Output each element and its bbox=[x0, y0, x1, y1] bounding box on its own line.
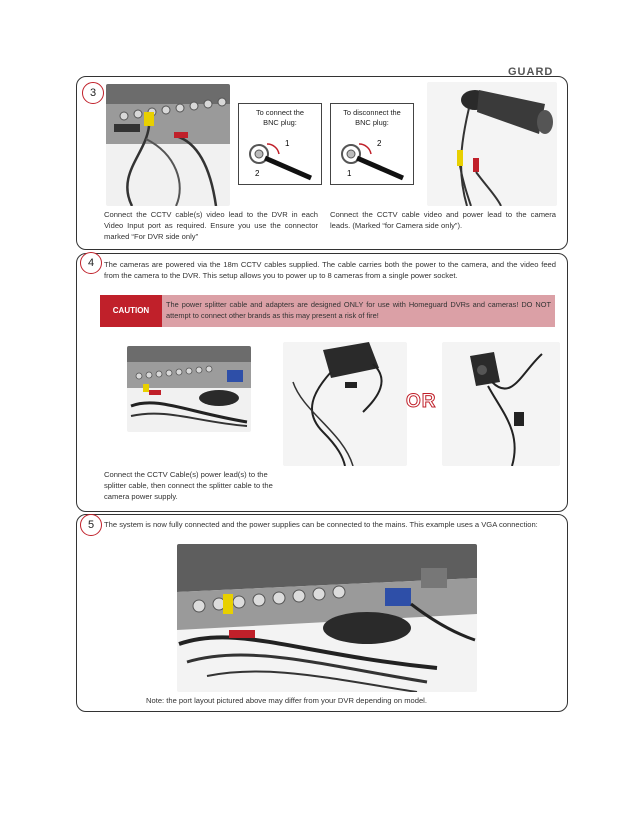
power-supply-adapter-photo bbox=[283, 342, 407, 466]
step-4-intro: The cameras are powered via the 18m CCTV cables supplied. The cable carries both the power to the camera, and the video feed from the camera to the DVR. This setup allows you to power up to 8 cameras from a single power socket. bbox=[104, 260, 556, 280]
step-3-text-right: Connect the CCTV cable video and power lead to the camera leads. (Marked “for Camera side only”). bbox=[330, 210, 556, 230]
camera-leads-photo bbox=[427, 82, 557, 206]
svg-text:1: 1 bbox=[285, 139, 290, 148]
svg-text:2: 2 bbox=[255, 169, 260, 178]
brand-logo-text: GUARD bbox=[508, 66, 554, 78]
bnc-connect-title: To connect the BNC plug: bbox=[255, 108, 305, 127]
step-5-number: 5 bbox=[80, 514, 102, 536]
caution-label: CAUTION bbox=[100, 295, 162, 327]
dvr-bnc-connection-photo bbox=[106, 84, 230, 206]
dvr-power-splitter-photo bbox=[127, 346, 251, 432]
step-3-text-left: Connect the CCTV cable(s) video lead to the DVR in each Video Input port as required. Ensure you use the connector marked “For DVR side only” bbox=[104, 210, 318, 241]
plug-adapter-photo bbox=[442, 342, 560, 466]
svg-text:1: 1 bbox=[347, 169, 352, 178]
caution-text: The power splitter cable and adapters are designed ONLY for use with Homeguard DVRs and cameras! DO NOT attempt to connect other brands as this may present a risk of fire! bbox=[166, 300, 551, 320]
bnc-disconnect-inset bbox=[330, 103, 414, 185]
dvr-fully-connected-photo bbox=[177, 544, 477, 692]
bnc-connect-inset bbox=[238, 103, 322, 185]
step-3-number: 3 bbox=[82, 82, 104, 104]
step-5-note: Note: the port layout pictured above may differ from your DVR depending on model. bbox=[146, 696, 427, 705]
step-5-intro: The system is now fully connected and the power supplies can be connected to the mains. This example uses a VGA connection: bbox=[104, 520, 538, 529]
or-label: OR bbox=[406, 391, 437, 412]
caution-box bbox=[100, 295, 555, 327]
step-4-number: 4 bbox=[80, 252, 102, 274]
svg-text:2: 2 bbox=[377, 139, 382, 148]
bnc-disconnect-title: To disconnect the BNC plug: bbox=[343, 108, 401, 127]
step-4-text-bottom: Connect the CCTV Cable(s) power lead(s) to the splitter cable, then connect the splitter cable to the camera power supply. bbox=[104, 470, 273, 501]
